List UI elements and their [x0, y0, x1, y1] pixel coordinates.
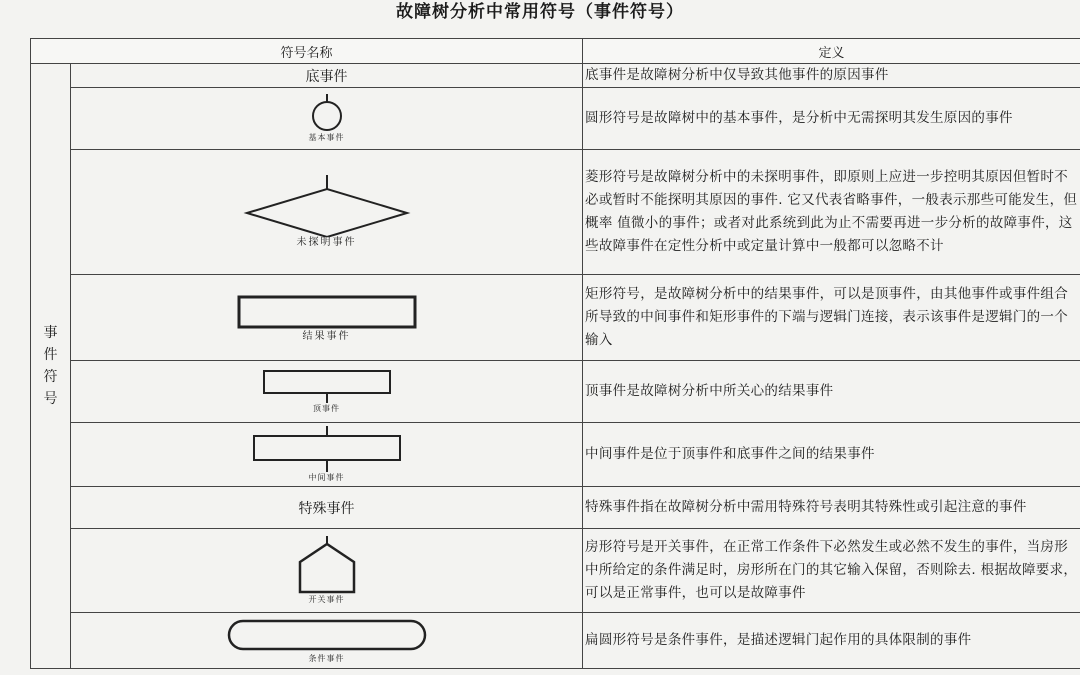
house-switch-event-icon	[292, 536, 362, 594]
definition-text: 中间事件是位于顶事件和底事件之间的结果事件	[583, 423, 1080, 487]
symbol-label: 未探明事件	[296, 237, 357, 248]
page-title: 故障树分析中常用符号（事件符号）	[396, 2, 684, 22]
table-row	[31, 361, 1080, 423]
definition-text: 菱形符号是故障树分析中的未探明事件，即原则上应进一步控明其原因但暂时不必或暂时不能探明其原因的事件. 它又代表省略事件，一般表示那些可能发生，但概率 值微小的事件；或者对此系统到此为止不需要再进一步分析的故障事件，这些故障事件在定性分析中或定量计算中一般都可以忽略不计	[583, 150, 1080, 275]
rectangle-result-event-icon	[237, 293, 417, 331]
table-row	[31, 423, 1080, 487]
definition-text: 矩形符号，是故障树分析中的结果事件，可以是顶事件，由其他事件或事件组合所导致的中间事件和矩形事件的下端与逻辑门连接，表示该事件是逻辑门的一个输入	[583, 275, 1080, 361]
table-row	[31, 88, 1080, 150]
table-row	[31, 487, 1080, 529]
definition-text: 底事件是故障树分析中仅导致其他事件的原因事件	[583, 64, 1080, 88]
group-label: 事件符号	[43, 325, 58, 407]
definition-text: 顶事件是故障树分析中所关心的结果事件	[583, 361, 1080, 423]
definition-text: 扁圆形符号是条件事件，是描述逻辑门起作用的具体限制的事件	[583, 613, 1080, 669]
ellipse-conditional-event-icon	[227, 617, 427, 653]
table-row	[31, 613, 1080, 669]
symbol-cell	[71, 529, 583, 613]
rectangle-top-event-icon	[262, 369, 392, 403]
rectangle-intermediate-event-icon	[252, 426, 402, 472]
circle-basic-event-icon	[297, 94, 357, 132]
table-row	[31, 275, 1080, 361]
symbol-cell	[71, 361, 583, 423]
diamond-undeveloped-event-icon	[242, 175, 412, 237]
symbol-table	[30, 38, 1080, 669]
symbol-label: 中间事件	[308, 472, 345, 482]
symbol-label: 基本事件	[308, 132, 345, 142]
header-name-col: 符号名称	[31, 39, 583, 64]
symbol-label: 顶事件	[313, 403, 340, 413]
symbol-name-special-event: 特殊事件	[71, 487, 583, 529]
symbol-name-bottom-event: 底事件	[71, 64, 583, 88]
symbol-label: 结果事件	[302, 330, 351, 342]
symbol-cell	[71, 150, 583, 275]
symbol-cell	[71, 88, 583, 150]
symbol-cell	[71, 613, 583, 669]
table-header-row	[31, 39, 1080, 64]
symbol-cell	[71, 275, 583, 361]
symbol-label: 条件事件	[308, 653, 345, 663]
table-row	[31, 529, 1080, 613]
definition-text: 特殊事件指在故障树分析中需用特殊符号表明其特殊性或引起注意的事件	[583, 487, 1080, 529]
table-row	[31, 150, 1080, 275]
header-def-col: 定义	[583, 39, 1080, 64]
table-row	[31, 64, 1080, 88]
symbol-cell	[71, 423, 583, 487]
definition-text: 房形符号是开关事件，在正常工作条件下必然发生或必然不发生的事件，当房形中所给定的条件满足时，房形所在门的其它输入保留，否则除去. 根据故障要求，可以是正常事件，也可以是故障事件	[583, 529, 1080, 613]
symbol-label: 开关事件	[308, 594, 345, 604]
definition-text: 圆形符号是故障树中的基本事件，是分析中无需探明其发生原因的事件	[583, 88, 1080, 150]
group-label-cell	[31, 64, 71, 669]
